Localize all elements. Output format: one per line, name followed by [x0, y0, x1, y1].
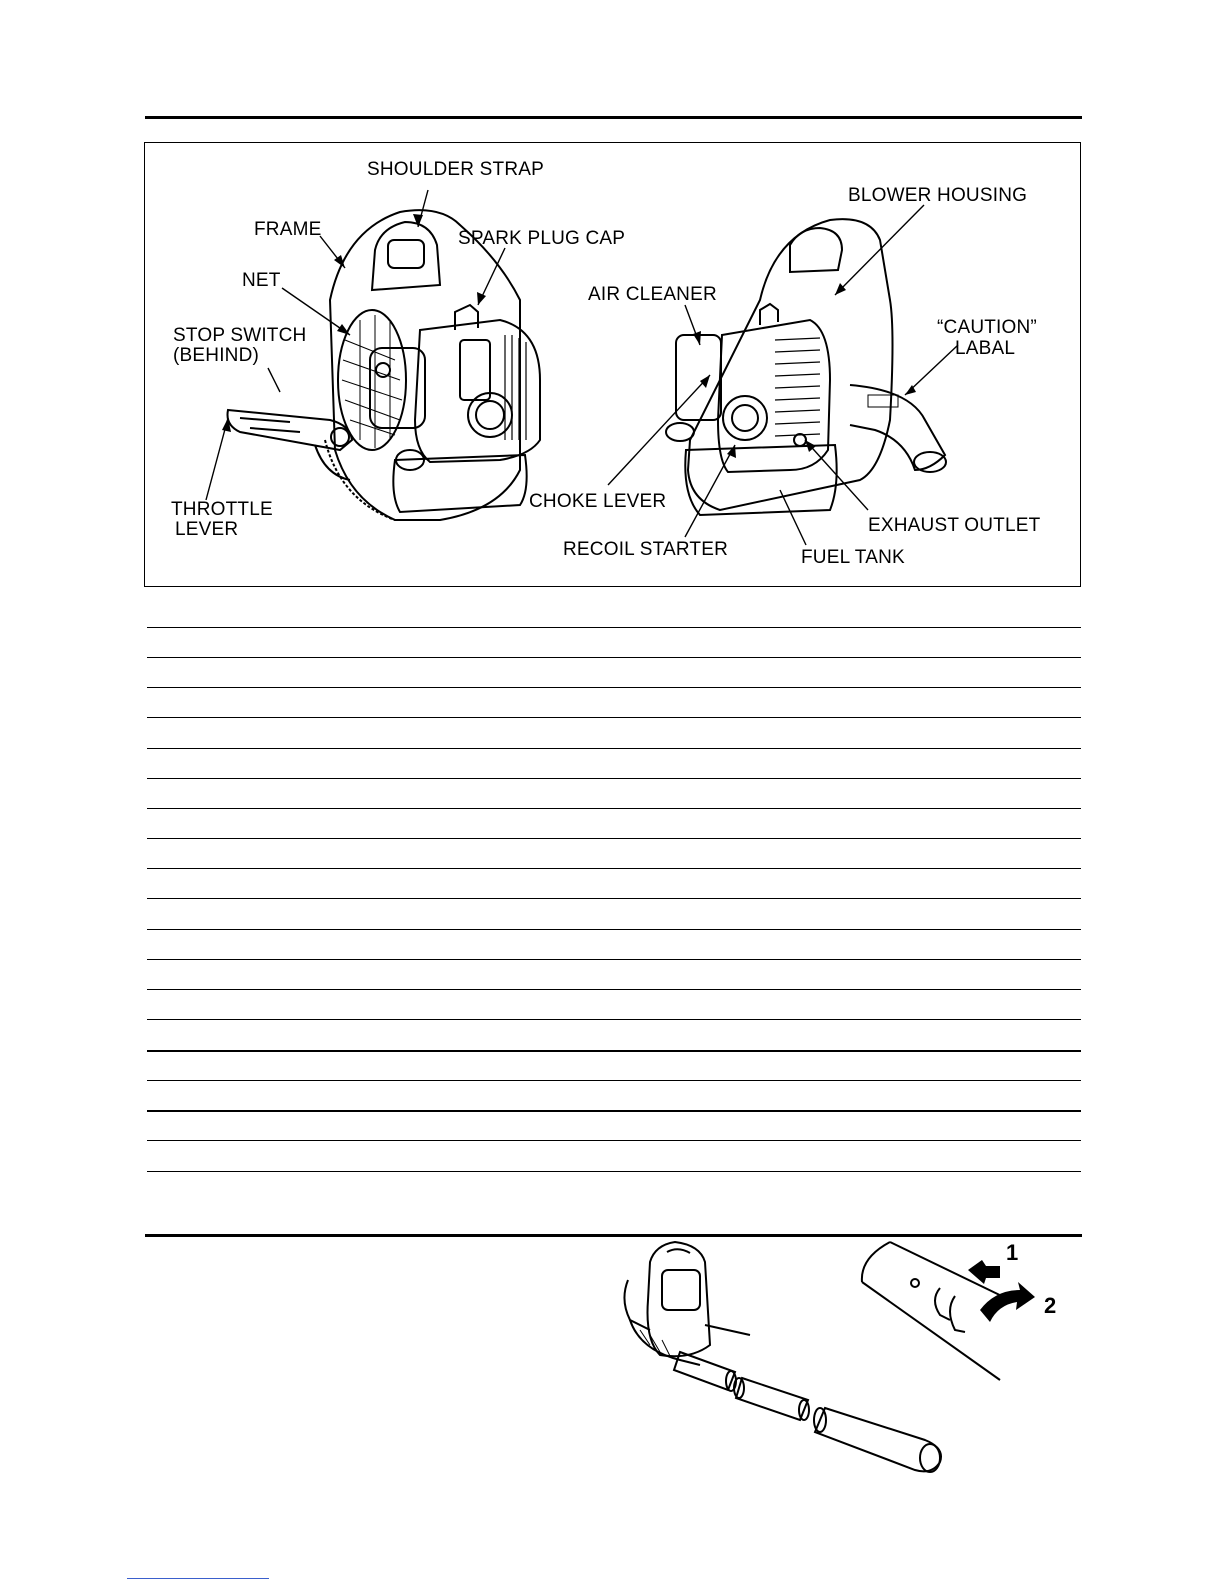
label-stop-switch-behind: (BEHIND) — [173, 345, 260, 366]
table-row-line — [147, 1080, 1081, 1081]
table-row-line — [147, 687, 1081, 688]
table-row-line — [147, 717, 1081, 718]
label-air-cleaner: AIR CLEANER — [588, 284, 717, 305]
table-row-line — [147, 748, 1081, 749]
table-row-line — [147, 1171, 1081, 1172]
label-frame: FRAME — [254, 219, 322, 240]
label-choke-lever: CHOKE LEVER — [529, 491, 667, 512]
section-rule — [145, 1234, 1082, 1237]
label-spark-plug-cap: SPARK PLUG CAP — [458, 228, 626, 249]
label-throttle: THROTTLE — [171, 499, 273, 520]
table-row-line — [147, 1140, 1081, 1141]
label-shoulder-strap: SHOULDER STRAP — [367, 159, 545, 180]
label-caution: “CAUTION” — [937, 317, 1037, 338]
footer-link-underline[interactable] — [127, 1578, 269, 1579]
label-recoil-starter: RECOIL STARTER — [563, 539, 729, 560]
label-caution-labal: LABAL — [955, 338, 1016, 359]
table-row-line — [147, 959, 1081, 960]
step-number-2: 2 — [1044, 1293, 1057, 1318]
table-row-line — [147, 808, 1081, 809]
table-row-line — [147, 838, 1081, 839]
table-row-line — [147, 898, 1081, 899]
table-row-line — [147, 929, 1081, 930]
table-row-line — [147, 868, 1081, 869]
step-number-1: 1 — [1006, 1240, 1019, 1265]
table-row-line — [147, 627, 1081, 628]
label-throttle-lever: LEVER — [175, 519, 239, 540]
table-row-line — [147, 1110, 1081, 1112]
table-row-line — [147, 1050, 1081, 1052]
label-exhaust-outlet: EXHAUST OUTLET — [868, 515, 1041, 536]
table-row-line — [147, 778, 1081, 779]
table-row-line — [147, 989, 1081, 990]
label-net: NET — [242, 270, 281, 291]
table-row-line — [147, 1019, 1081, 1020]
label-stop-switch: STOP SWITCH — [173, 325, 307, 346]
label-blower-housing: BLOWER HOUSING — [848, 185, 1028, 206]
table-row-line — [147, 657, 1081, 658]
label-fuel-tank: FUEL TANK — [801, 547, 905, 568]
